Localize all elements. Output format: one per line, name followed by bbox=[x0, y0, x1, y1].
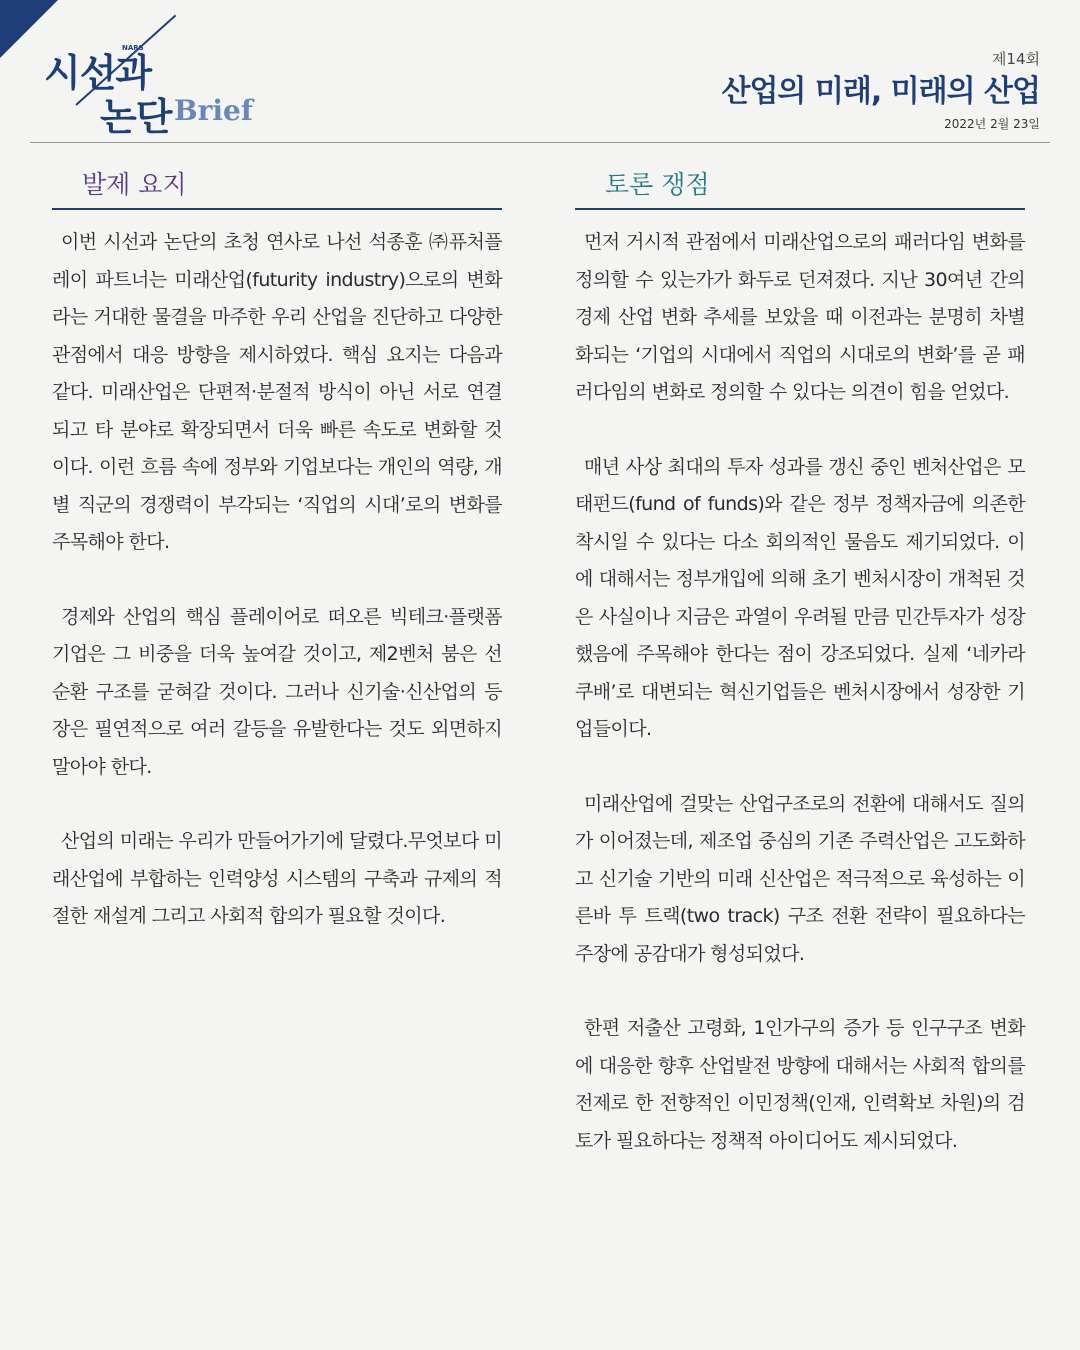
logo bbox=[40, 34, 260, 139]
paragraph: 매년 사상 최대의 투자 성과를 갱신 중인 벤처산업은 모태펀드(fund of funds)와 같은 정부 정책자금에 의존한 착시일 수 있다는 다소 회의적인 물음도 제기되었다. 이에 대해서는 정부개입에 의해 초기 벤처시장이 개척된 것은 사실이나 지금은 과열이 우려될 만큼 민간투자가 성장했음에 주목해야 한다는 점이 강조되었다. 실제 ‘네카라쿠배’로 대변되는 혁신기업들은 벤처시장에서 성장한 기업들이다. bbox=[575, 455, 1025, 740]
left-body bbox=[52, 224, 502, 936]
paragraph: 한편 저출산 고령화, 1인가구의 증가 등 인구구조 변화에 대응한 향후 산업발전 방향에 대해서는 사회적 합의를 전제로 한 전향적인 이민정책(인재, 인력확보 차원)의 검토가 필요하다는 정책적 아이디어도 제시되었다. bbox=[575, 1017, 1025, 1152]
issue-number: 제14회 bbox=[991, 50, 1040, 68]
header-divider bbox=[30, 142, 1050, 143]
publish-date: 2022년 2월 23일 bbox=[944, 117, 1040, 131]
paragraph: 먼저 거시적 관점에서 미래산업으로의 패러다임 변화를 정의할 수 있는가가 화두로 던져졌다. 지난 30여년 간의 경제 산업 변화 추세를 보았을 때 이전과는 분명히 차별화되는 ‘기업의 시대에서 직업의 시대로의 변화’를 곧 패러다임의 변화로 정의할 수 있다는 의견이 힘을 얻었다. bbox=[575, 231, 1025, 403]
logo-text-1: 시선과 bbox=[44, 51, 152, 95]
logo-text-2: 논단 bbox=[100, 95, 172, 139]
header-info bbox=[721, 48, 1040, 132]
section-heading-presentation: 발제 요지 bbox=[52, 168, 502, 210]
paragraph: 이번 시선과 논단의 초청 연사로 나선 석종훈 ㈜퓨처플레이 파트너는 미래산업(futurity industry)으로의 변화라는 거대한 물결을 마주한 우리 산업을 진단하고 다양한 관점에서 대응 방향을 제시하였다. 핵심 요지는 다음과 같다. 미래산업은 단편적·분절적 방식이 아닌 서로 연결되고 타 분야로 확장되면서 더욱 빠른 속도로 변화할 것이다. 이런 흐름 속에 정부와 기업보다는 개인의 역량, 개별 직군의 경쟁력이 부각되는 ‘직업의 시대’로의 변화를 주목해야 한다. bbox=[52, 231, 502, 553]
paragraph: 산업의 미래는 우리가 만들어가기에 달렸다.무엇보다 미래산업에 부합하는 인력양성 시스템의 구축과 규제의 적절한 재설계 그리고 사회적 합의가 필요할 것이다. bbox=[52, 830, 502, 927]
right-body bbox=[575, 224, 1025, 1160]
logo-small-text: NARS bbox=[122, 44, 144, 52]
logo-brief: Brief bbox=[174, 94, 253, 127]
paragraph: 경제와 산업의 핵심 플레이어로 떠오른 빅테크·플랫폼 기업은 그 비중을 더욱 높여갈 것이고, 제2벤처 붐은 선순환 구조를 굳혀갈 것이다. 그러나 신기술·신산업의 등장은 필연적으로 여러 갈등을 유발한다는 것도 외면하지 말아야 한다. bbox=[52, 605, 502, 778]
left-column bbox=[52, 168, 502, 973]
paragraph: 미래산업에 걸맞는 산업구조로의 전환에 대해서도 질의가 이어졌는데, 제조업 중심의 기존 주력산업은 고도화하고 신기술 기반의 미래 신산업은 적극적으로 육성하는 이른바 투 트랙(two track) 구조 전환 전략이 필요하다는 주장에 공감대가 형성되었다. bbox=[575, 792, 1025, 965]
page-title: 산업의 미래, 미래의 산업 bbox=[721, 74, 1040, 109]
right-column bbox=[575, 168, 1025, 1197]
section-heading-discussion: 토론 쟁점 bbox=[575, 168, 1025, 210]
